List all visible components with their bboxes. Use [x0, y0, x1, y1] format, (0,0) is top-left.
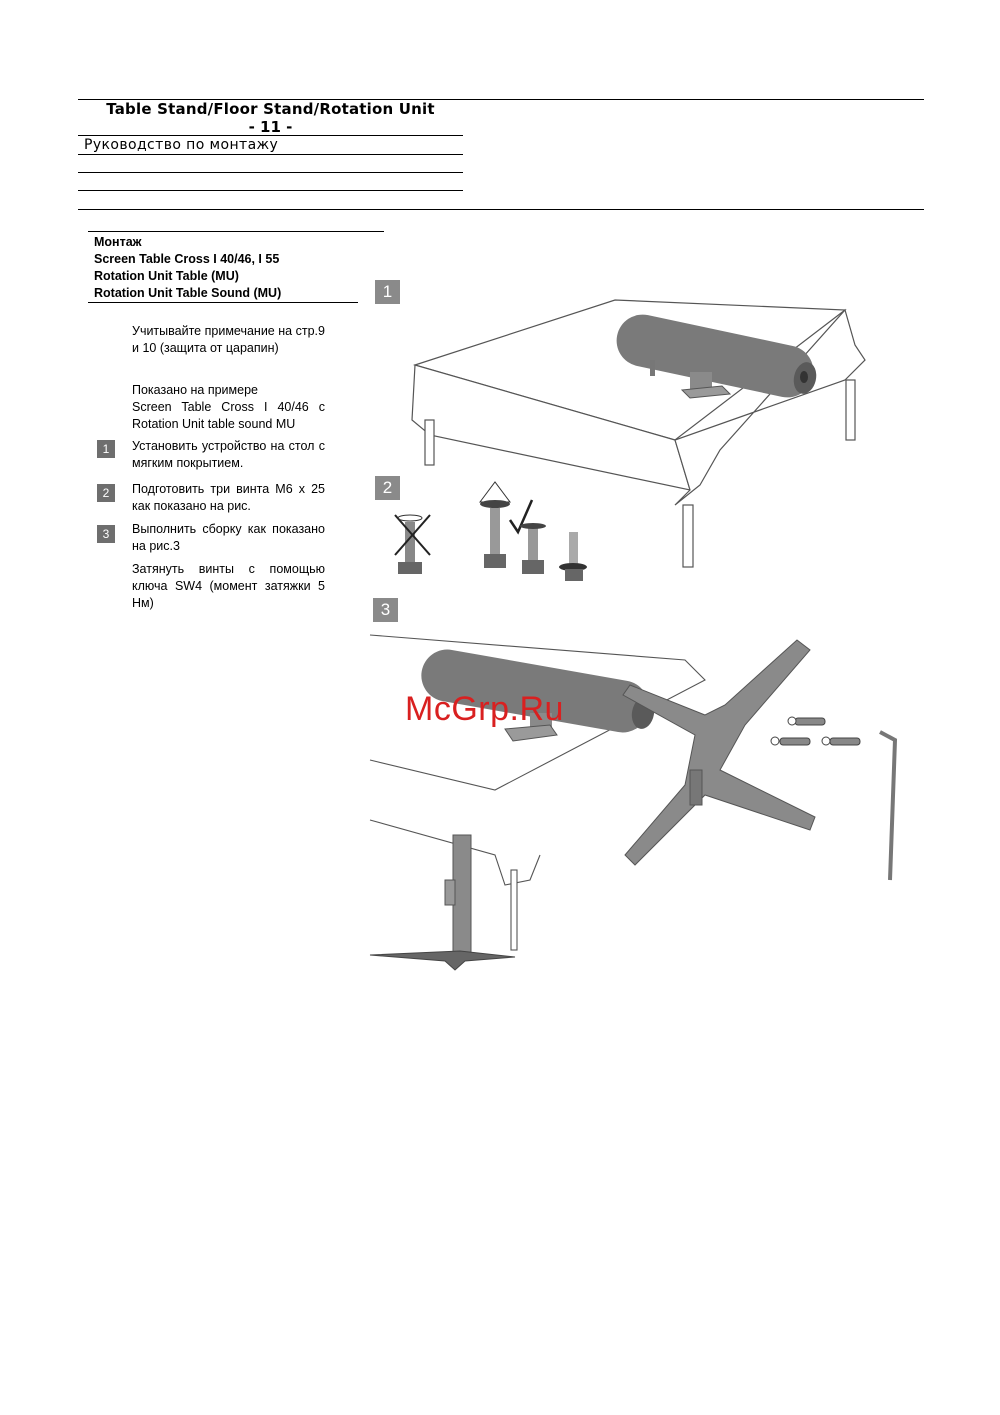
header-divider — [78, 172, 463, 173]
section-model-line: Rotation Unit Table (MU) — [94, 269, 239, 283]
header-divider — [78, 190, 463, 191]
header-divider — [78, 99, 924, 100]
step-number-badge: 3 — [97, 525, 115, 543]
document-subtitle: Руководство по монтажу — [84, 137, 279, 153]
figure-2-illustration — [370, 470, 610, 590]
scratch-protection-note: Учитывайте примечание на стр.9 и 10 (защита от царапин) — [132, 324, 325, 355]
figure-3-illustration — [365, 625, 925, 975]
incorrect-screw-icon — [395, 515, 430, 574]
figure-3-label: 3 — [373, 598, 398, 622]
section-divider — [88, 231, 384, 232]
section-model-line: Rotation Unit Table Sound (MU) — [94, 286, 282, 300]
table-leg — [846, 380, 855, 440]
section-divider — [88, 302, 358, 303]
example-note-line: Screen Table Cross I 40/46 с — [132, 400, 325, 414]
table-leg — [683, 505, 693, 567]
example-note-line: Rotation Unit table sound MU — [132, 417, 296, 431]
step-text: Подготовить три винта М6 х 25 как показано на рис. — [132, 482, 325, 513]
figure-2-label: 2 — [375, 476, 400, 500]
header-divider — [78, 154, 463, 155]
figure-1-label: 1 — [375, 280, 400, 304]
hex-key-icon — [880, 732, 895, 880]
page-number: - 11 - — [248, 118, 293, 136]
cross-base — [623, 640, 815, 865]
section-model-line: Screen Table Cross I 40/46, I 55 — [94, 252, 280, 266]
floor-stand — [370, 835, 515, 970]
table-leg — [425, 420, 434, 465]
torque-note: Затянуть винты с помощью ключа SW4 (момент затяжки 5 Нм) — [132, 562, 325, 610]
watermark: McGrp.Ru — [405, 690, 564, 728]
step-text: Выполнить сборку как показано на рис.3 — [132, 522, 325, 553]
step-number-badge: 1 — [97, 440, 115, 458]
example-note — [132, 382, 325, 433]
example-note-line: Показано на примере — [132, 383, 258, 397]
document-title: Table Stand/Floor Stand/Rotation Unit — [106, 100, 435, 118]
section-heading: Монтаж — [94, 235, 142, 249]
step-text: Установить устройство на стол с мягким покрытием. — [132, 439, 325, 470]
screw-icon — [559, 532, 587, 581]
bolt-icon — [771, 717, 860, 745]
step-number-badge: 2 — [97, 484, 115, 502]
table-leg — [511, 870, 517, 950]
screw-icon — [520, 523, 546, 574]
screw-with-washer-icon — [480, 482, 510, 568]
header-divider — [78, 209, 924, 210]
